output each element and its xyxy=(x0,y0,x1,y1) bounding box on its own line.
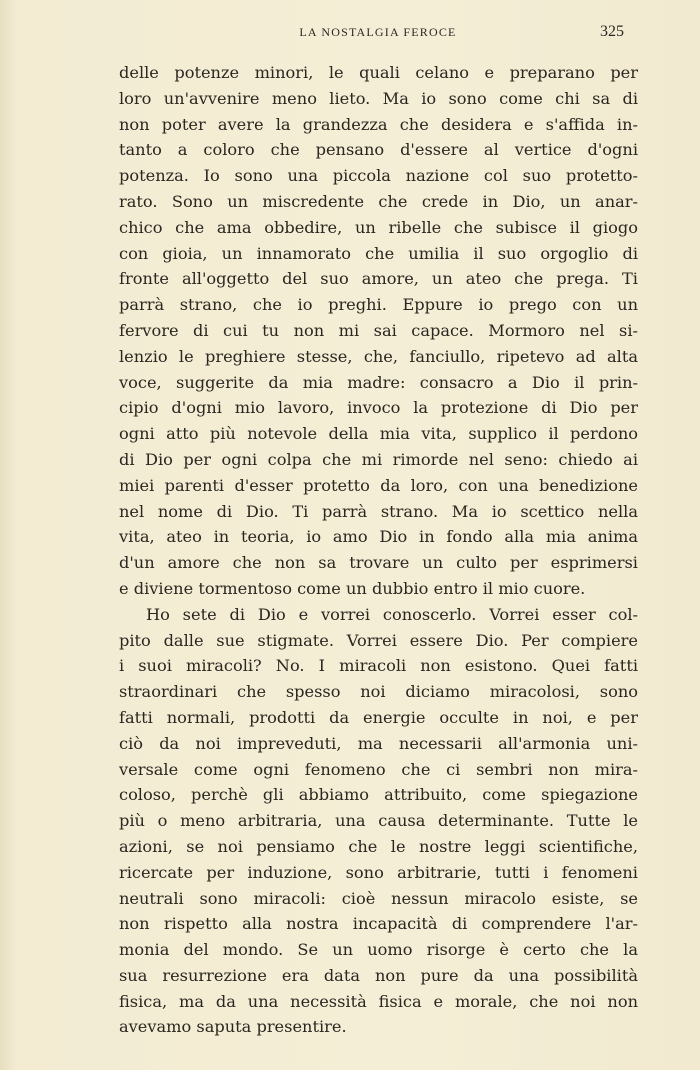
text-line: di Dio per ogni colpa che mi rimorde nel seno: chiedo ai xyxy=(119,449,638,469)
text-line: non poter avere la grandezza che desidera e s'affida in- xyxy=(119,114,638,134)
text-line: monia del mondo. Se un uomo risorge è certo che la xyxy=(119,940,638,960)
text-line-paragraph-end: avevamo saputa presentire. xyxy=(119,1017,347,1037)
text-line: delle potenze minori, le quali celano e preparano per xyxy=(119,63,638,82)
text-line: cipio d'ogni mio lavoro, invoco la protezione di Dio per xyxy=(119,398,638,418)
body-text xyxy=(119,60,638,1040)
text-line: potenza. Io sono una piccola nazione col suo protetto- xyxy=(119,166,638,186)
text-line: nel nome di Dio. Ti parrà strano. Ma io scettico nella xyxy=(119,501,638,521)
text-line: tanto a coloro che pensano d'essere al vertice d'ogni xyxy=(119,140,638,160)
text-line: loro un'avvenire meno lieto. Ma io sono come chi sa di xyxy=(119,88,638,108)
text-line: straordinari che spesso noi diciamo miracolosi, sono xyxy=(119,682,638,702)
text-line: sua resurrezione era data non pure da una possibilità xyxy=(119,965,638,985)
text-line-paragraph-start: Ho sete di Dio e vorrei conoscerlo. Vorrei esser col- xyxy=(146,604,638,624)
text-line: fronte all'oggetto del suo amore, un ateo che prega. Ti xyxy=(119,269,638,289)
text-line: ciò da noi impreveduti, ma necessarii all'armonia uni- xyxy=(119,733,638,753)
text-line: azioni, se noi pensiamo che le nostre leggi scientifiche, xyxy=(119,836,638,856)
text-line: pito dalle sue stigmate. Vorrei essere Dio. Per compiere xyxy=(119,630,638,650)
page-number: 325 xyxy=(600,23,624,40)
text-line: ogni atto più notevole della mia vita, supplico il perdono xyxy=(119,424,638,444)
text-line: ricercate per induzione, sono arbitrarie, tutti i fenomeni xyxy=(119,862,638,882)
text-line: vita, ateo in teoria, io amo Dio in fondo alla mia anima xyxy=(119,527,638,547)
running-title: LA NOSTALGIA FEROCE xyxy=(299,25,457,39)
text-line: parrà strano, che io preghi. Eppure io prego con un xyxy=(119,295,638,315)
text-line: non rispetto alla nostra incapacità di comprendere l'ar- xyxy=(119,914,638,934)
text-line: i suoi miracoli? No. I miracoli non esistono. Quei fatti xyxy=(119,656,638,676)
text-line: chico che ama obbedire, un ribelle che subisce il giogo xyxy=(119,217,638,237)
text-line: fisica, ma da una necessità fisica e morale, che noi non xyxy=(119,991,638,1011)
text-line: con gioia, un innamorato che umilia il suo orgoglio di xyxy=(119,243,638,263)
running-head xyxy=(0,25,700,45)
text-line-paragraph-end: e diviene tormentoso come un dubbio entro il mio cuore. xyxy=(119,578,586,598)
text-line: versale come ogni fenomeno che ci sembri non mira- xyxy=(119,759,638,779)
text-line: rato. Sono un miscredente che crede in Dio, un anar- xyxy=(119,191,638,211)
text-line: miei parenti d'esser protetto da loro, con una benedizione xyxy=(119,475,638,495)
text-line: più o meno arbitraria, una causa determinante. Tutte le xyxy=(119,811,638,831)
text-line: voce, suggerite da mia madre: consacro a Dio il prin- xyxy=(119,372,638,392)
text-line: fatti normali, prodotti da energie occulte in noi, e per xyxy=(119,707,638,727)
text-line: fervore di cui tu non mi sai capace. Mormoro nel si- xyxy=(119,320,638,340)
text-line: lenzio le preghiere stesse, che, fanciullo, ripetevo ad alta xyxy=(119,346,638,366)
text-line: neutrali sono miracoli: cioè nessun miracolo esiste, se xyxy=(119,888,638,908)
text-line: coloso, perchè gli abbiamo attribuito, come spiegazione xyxy=(119,785,638,805)
text-line: d'un amore che non sa trovare un culto per esprimersi xyxy=(119,553,638,573)
